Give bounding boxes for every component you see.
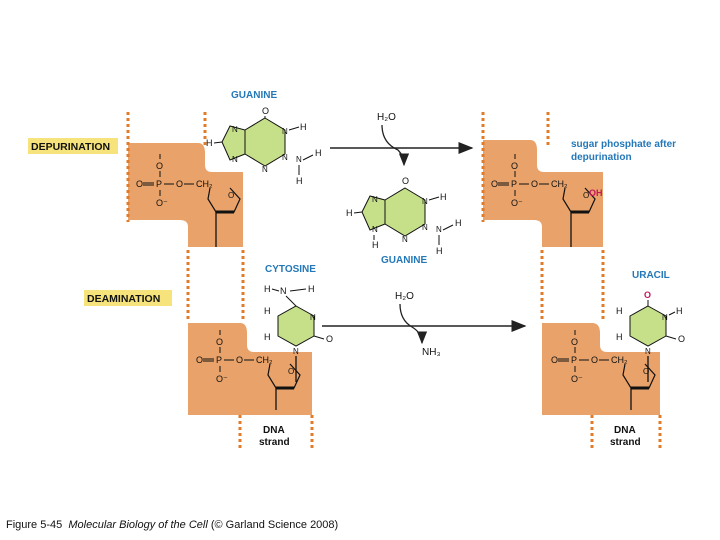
- svg-text:CH₂: CH₂: [551, 179, 568, 189]
- svg-text:P: P: [511, 179, 518, 189]
- svg-text:N: N: [436, 225, 442, 234]
- svg-text:N: N: [372, 195, 378, 204]
- svg-text:O: O: [571, 337, 579, 347]
- svg-text:CH₂: CH₂: [196, 179, 213, 189]
- water-in-arrow-bottom: [400, 304, 422, 343]
- caption-prefix: Figure 5-45: [6, 519, 63, 531]
- svg-text:N: N: [293, 347, 299, 356]
- uracil-label: URACIL: [632, 270, 670, 281]
- svg-text:O⁻: O⁻: [216, 374, 228, 384]
- caption-suffix: (© Garland Science 2008): [210, 519, 339, 531]
- dna-strand-label-right-2: strand: [610, 437, 641, 448]
- svg-text:H: H: [206, 138, 213, 148]
- svg-text:H: H: [308, 284, 315, 294]
- guanine-label-free: GUANINE: [381, 255, 428, 266]
- svg-text:CH₂: CH₂: [256, 355, 273, 365]
- svg-text:O: O: [531, 179, 539, 189]
- svg-text:O: O: [326, 334, 334, 344]
- guanine-label-top: GUANINE: [231, 90, 278, 101]
- svg-text:H: H: [346, 208, 353, 218]
- dna-strand-label-left-2: strand: [259, 437, 290, 448]
- svg-text:CH₂: CH₂: [611, 355, 628, 365]
- svg-text:N: N: [645, 347, 651, 356]
- svg-text:H: H: [616, 332, 623, 342]
- svg-text:O: O: [583, 191, 590, 200]
- dna-strand-label-right-1: DNA: [614, 425, 636, 436]
- sugar-phosphate-label-1: sugar phosphate after: [571, 139, 677, 150]
- svg-text:P: P: [156, 179, 163, 189]
- svg-text:H: H: [264, 306, 271, 316]
- svg-text:H: H: [440, 192, 447, 202]
- svg-text:N: N: [262, 165, 268, 174]
- deamination-label: DEAMINATION: [87, 293, 161, 305]
- svg-text:H: H: [296, 176, 303, 186]
- svg-text:H: H: [676, 306, 683, 316]
- sugar-phosphate-label-2: depurination: [571, 152, 632, 163]
- depurination-label: DEPURINATION: [31, 141, 111, 153]
- svg-text:H: H: [300, 122, 307, 132]
- svg-text:O⁻: O⁻: [571, 374, 583, 384]
- svg-text:N: N: [662, 313, 668, 322]
- h2o-top: H₂O: [377, 112, 396, 123]
- svg-text:N: N: [282, 153, 288, 162]
- svg-text:N: N: [232, 155, 238, 164]
- cytosine-label: CYTOSINE: [265, 264, 316, 275]
- svg-text:N: N: [282, 127, 288, 136]
- svg-text:N: N: [310, 313, 316, 322]
- svg-text:N: N: [296, 155, 302, 164]
- strand-block-depurination-left: [128, 143, 243, 247]
- svg-text:O: O: [196, 355, 204, 365]
- svg-text:H: H: [264, 332, 271, 342]
- svg-text:H: H: [436, 246, 443, 256]
- svg-text:O: O: [236, 355, 244, 365]
- figure-caption: [6, 519, 338, 531]
- svg-text:O: O: [511, 161, 519, 171]
- svg-text:O: O: [156, 161, 164, 171]
- svg-text:O: O: [551, 355, 559, 365]
- uracil-oxygen: O: [644, 290, 652, 300]
- svg-text:O: O: [176, 179, 184, 189]
- svg-text:H: H: [264, 284, 271, 294]
- svg-text:O: O: [288, 367, 295, 376]
- svg-text:N: N: [232, 125, 238, 134]
- svg-text:N: N: [372, 225, 378, 234]
- svg-text:H: H: [315, 148, 322, 158]
- svg-text:H: H: [616, 306, 623, 316]
- svg-text:H: H: [372, 240, 379, 250]
- svg-text:O: O: [136, 179, 144, 189]
- svg-text:O⁻: O⁻: [156, 198, 168, 208]
- svg-text:N: N: [422, 223, 428, 232]
- svg-text:O: O: [678, 334, 686, 344]
- dna-strand-label-left-1: DNA: [263, 425, 285, 436]
- svg-text:P: P: [571, 355, 578, 365]
- svg-text:N: N: [280, 286, 287, 296]
- svg-text:O: O: [591, 355, 599, 365]
- svg-text:H: H: [455, 218, 462, 228]
- caption-title: Molecular Biology of the Cell: [68, 519, 208, 531]
- svg-text:O: O: [228, 191, 235, 200]
- svg-text:O: O: [643, 367, 650, 376]
- h2o-bottom: H₂O: [395, 291, 414, 302]
- water-in-arrow-top: [382, 125, 404, 165]
- svg-text:N: N: [402, 235, 408, 244]
- oh-group: OH: [589, 188, 603, 198]
- svg-text:O: O: [262, 106, 270, 116]
- svg-text:O: O: [491, 179, 499, 189]
- svg-text:O: O: [216, 337, 224, 347]
- svg-text:O: O: [402, 176, 410, 186]
- svg-text:P: P: [216, 355, 223, 365]
- nh3-label: NH₃: [422, 347, 441, 358]
- svg-text:O⁻: O⁻: [511, 198, 523, 208]
- svg-text:N: N: [422, 197, 428, 206]
- guanine-molecule-free: [346, 176, 462, 256]
